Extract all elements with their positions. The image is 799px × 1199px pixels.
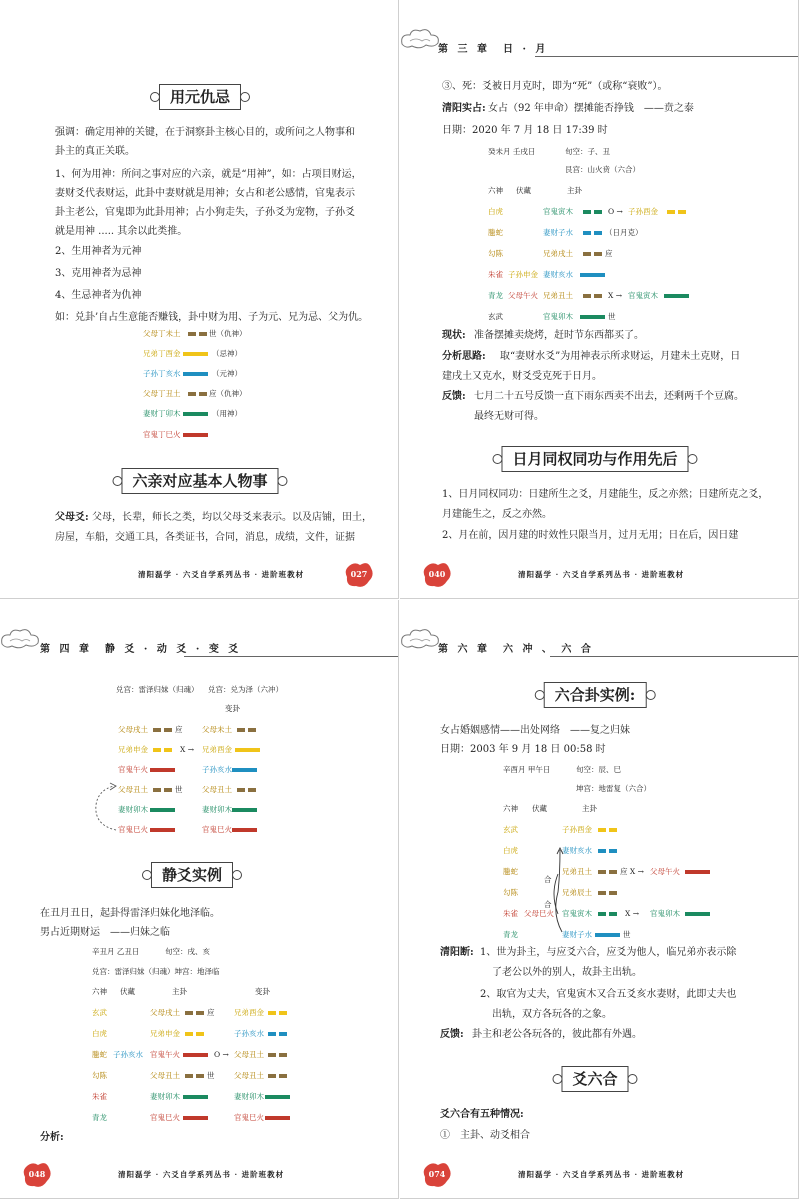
hdr-fucang: 伏藏 <box>516 186 531 195</box>
bian-yao-name: 官鬼巳火 <box>234 1113 264 1122</box>
yao-mark: （忌神） <box>212 349 242 358</box>
yao-bar-solid <box>232 828 257 832</box>
yao-bar-broken <box>164 728 172 732</box>
case-label: 清阳实占: <box>442 103 486 114</box>
yao-mark: O → <box>214 1050 229 1059</box>
liushen: 朱雀 <box>92 1092 107 1101</box>
liushen: 玄武 <box>488 312 503 321</box>
yao-mark: 应 <box>605 249 613 258</box>
bian-yao-name: 子孙酉金 <box>628 207 658 216</box>
fumu-line-1: 父母，长辈，师长之类，均以父母爻来表示。以及店铺，田土， <box>92 512 372 523</box>
gong: 坤宫：地雷复（六合） <box>576 784 651 793</box>
analysis-label: 分析思路: <box>442 351 486 362</box>
judgement-line-1: 1、世为卦主，与应爻六合，应爻为他人，临兄弟亦表示除 <box>480 947 737 958</box>
yao-name: 官鬼寅木 <box>562 909 592 918</box>
yao-bar-broken <box>583 294 591 298</box>
gong: 艮宫：山火贲（六合） <box>565 165 640 174</box>
yao-bar-broken <box>594 210 602 214</box>
yao-mark: 世 <box>175 785 183 794</box>
yao-name: 父母丑土 <box>118 785 148 794</box>
ganzhi: 辛酉月 甲午日 <box>503 765 551 774</box>
para-yongshen-3: 卦主老公，官鬼即为此卦用神；占小狗走失，子孙爻为宠物，子孙爻 <box>55 207 355 218</box>
footer-text: 清阳磊学 · 六爻自学系列丛书 · 进阶班教材 <box>518 1170 685 1179</box>
chapter-header <box>400 0 798 70</box>
yao-bar-broken <box>609 828 617 832</box>
yao-bar-broken <box>594 294 602 298</box>
yao-bar-broken <box>188 332 196 336</box>
fucang: 子孙亥水 <box>113 1050 143 1059</box>
liushen: 青龙 <box>92 1113 107 1122</box>
bian-yao-name: 兄弟酉金 <box>234 1008 264 1017</box>
riyue-line-3: 2、月在前，因月建的时效性只限当月，过月无用；日在后，因日建 <box>442 530 739 541</box>
yao-name: 父母丁丑土 <box>143 389 181 398</box>
liushen: 白虎 <box>488 207 503 216</box>
liushen: 白虎 <box>503 846 518 855</box>
yao-bar-solid <box>265 1116 290 1120</box>
bian-yao-name: 父母午火 <box>650 867 680 876</box>
bian-yao-name: 父母丑土 <box>202 785 232 794</box>
section-title-yong-yuan-chou-ji: 用元仇忌 <box>159 84 241 110</box>
yao-bar-broken <box>583 252 591 256</box>
bian-yao-name: 妻财卯木 <box>234 1092 264 1101</box>
page-number-seal <box>422 1161 452 1189</box>
yao-bar-solid <box>265 1095 290 1099</box>
liushen: 白虎 <box>92 1029 107 1038</box>
yao-bar-broken <box>583 210 591 214</box>
yao-name: 官鬼午火 <box>150 1050 180 1059</box>
page-number: 074 <box>428 1169 446 1179</box>
yao-bar-broken <box>598 828 606 832</box>
yao-name: 官鬼巳火 <box>150 1113 180 1122</box>
fucang: 子孙申金 <box>508 270 538 279</box>
bian-yao-name: 官鬼寅木 <box>628 291 658 300</box>
hdr-liushen: 六神 <box>488 186 503 195</box>
rule-choushen: 4、生忌神者为仇神 <box>55 290 142 301</box>
yao-bar-broken <box>196 1074 204 1078</box>
yao-bar-broken <box>279 1074 287 1078</box>
chapter-header <box>400 600 798 670</box>
yao-mark: （元神） <box>212 369 242 378</box>
yao-bar-solid <box>150 808 175 812</box>
yao-bar-solid <box>183 1053 208 1057</box>
para-emphasis-1: 强调：确定用神的关键，在于洞察卦主核心目的，或所问之人物事和 <box>55 127 355 138</box>
page-number-seal <box>22 1161 52 1189</box>
yao-bar-broken <box>598 912 606 916</box>
yao-bar-broken <box>237 728 245 732</box>
page-074 <box>400 600 799 1199</box>
yao-bar-broken <box>199 392 207 396</box>
yao-name: 妻财卯木 <box>118 805 148 814</box>
yao-mark: O → <box>608 207 623 216</box>
judgement-label: 清阳断: <box>440 947 474 958</box>
hdr-liushen: 六神 <box>503 804 518 813</box>
yao-bar-broken <box>598 870 606 874</box>
yao-bar-broken <box>268 1074 276 1078</box>
yao-name: 父母丁未土 <box>143 329 181 338</box>
yao-bar-broken <box>594 231 602 235</box>
yao-mark: 应 X → <box>620 867 644 876</box>
yao-bar-broken <box>237 788 245 792</box>
yao-name: 妻财亥水 <box>543 270 573 279</box>
yao-bar-broken <box>196 1011 204 1015</box>
page-048 <box>0 600 399 1199</box>
yao-bar-broken <box>248 728 256 732</box>
judgement-line-4: 出轨，双方各玩各的之象。 <box>492 1009 612 1020</box>
yao-bar-solid <box>232 808 257 812</box>
yao-bar-broken <box>153 748 161 752</box>
liuhe-subtitle: 爻六合有五种情况: <box>440 1109 524 1120</box>
xunkong: 旬空：戌、亥 <box>165 947 210 956</box>
analysis-line-1: 取“妻财水爻”为用神表示所求财运，月建未土克财，日 <box>500 351 741 362</box>
page-number-seal <box>344 561 374 589</box>
yao-name: 妻财子水 <box>562 930 592 939</box>
bian-yao-name: 父母未土 <box>202 725 232 734</box>
feedback-label: 反馈: <box>442 391 466 402</box>
jingyao-text-2: 男占近期财运 ——归妹之临 <box>40 927 170 938</box>
liushen: 玄武 <box>503 825 518 834</box>
yao-name: 官鬼寅木 <box>543 207 573 216</box>
yao-mark: 应（仇神） <box>209 389 247 398</box>
hdr-fucang: 伏藏 <box>120 987 135 996</box>
he-label: 合 <box>544 900 552 909</box>
analysis-label: 分析: <box>40 1132 64 1143</box>
chapter-header <box>0 600 398 670</box>
gong-left: 兑宫：雷泽归妹（归魂） <box>116 685 199 694</box>
yao-bar-broken <box>583 231 591 235</box>
page-027 <box>0 0 399 599</box>
curved-arrow-icon <box>92 780 122 836</box>
yao-bar-broken <box>199 332 207 336</box>
yao-name: 父母戌土 <box>118 725 148 734</box>
yao-name: 妻财亥水 <box>562 846 592 855</box>
yao-name: 妻财丁卯木 <box>143 409 181 418</box>
liushen: 朱雀 <box>488 270 503 279</box>
yao-bar-solid <box>580 273 605 277</box>
yao-name: 官鬼午火 <box>118 765 148 774</box>
liushen: 朱雀 <box>503 909 518 918</box>
header-rule <box>550 656 798 657</box>
rule-jishen: 3、克用神者为忌神 <box>55 268 142 279</box>
gong: 兑宫：雷泽归妹（归魂）坤宫：地泽临 <box>92 967 220 976</box>
yao-bar-broken <box>598 891 606 895</box>
para-emphasis-2: 卦主的真正关联。 <box>55 146 135 157</box>
yao-bar-broken <box>609 912 617 916</box>
footer-text: 清阳磊学 · 六爻自学系列丛书 · 进阶班教材 <box>518 570 685 579</box>
yao-bar-solid <box>232 768 257 772</box>
yao-mark: 应 <box>175 725 183 734</box>
yao-name: 官鬼巳火 <box>118 825 148 834</box>
liushen: 勾陈 <box>488 249 503 258</box>
yao-bar-solid <box>183 1095 208 1099</box>
fucang: 父母午火 <box>508 291 538 300</box>
yao-name: 兄弟辰土 <box>562 888 592 897</box>
yao-name: 父母丑土 <box>150 1071 180 1080</box>
yao-bar-broken <box>164 748 172 752</box>
case-text: 女占（92 年申命）摆摊能否挣钱 ——贲之泰 <box>488 103 694 114</box>
yao-bar-solid <box>183 412 208 416</box>
page-040 <box>400 0 799 599</box>
yao-mark: X → <box>625 909 640 918</box>
yao-bar-broken <box>279 1053 287 1057</box>
yao-bar-solid <box>235 748 260 752</box>
yao-bar-broken <box>609 891 617 895</box>
yao-name: 妻财卯木 <box>150 1092 180 1101</box>
cloud-ornament-icon <box>0 626 42 652</box>
xunkong: 旬空：子、丑 <box>565 147 610 156</box>
yao-mark: 世 <box>608 312 616 321</box>
riyue-line-2: 月建能生之，反之亦然。 <box>442 509 552 520</box>
yao-mark: X → <box>608 291 623 300</box>
yao-bar-solid <box>595 933 620 937</box>
yao-bar-broken <box>268 1053 276 1057</box>
liushen: 勾陈 <box>503 888 518 897</box>
death-line: ③、死：爻被日月克时，即为“死”（或称“衰败”）。 <box>442 81 668 92</box>
liushen: 青龙 <box>503 930 518 939</box>
judgement-line-3: 2、取官为丈夫，官鬼寅木又合五爻亥水妻财，此即丈夫也 <box>480 989 737 1000</box>
cloud-ornament-icon <box>400 626 442 652</box>
yao-bar-solid <box>685 912 710 916</box>
yao-bar-broken <box>594 252 602 256</box>
hdr-fucang: 伏藏 <box>532 804 547 813</box>
liushen: 螣蛇 <box>92 1050 107 1059</box>
yao-mark: 应 <box>207 1008 215 1017</box>
yao-bar-solid <box>183 433 208 437</box>
cloud-ornament-icon <box>400 26 442 52</box>
yao-name: 妻财子水 <box>543 228 573 237</box>
bian-header: 变卦 <box>225 704 240 713</box>
chapter-title: 第 四 章 静 爻 · 动 爻 · 变 爻 <box>40 644 242 655</box>
hdr-zhugua: 主卦 <box>172 987 187 996</box>
riyue-line-1: 1、日月同权同功：日建所生之爻，月建能生，反之亦然；日建所克之爻， <box>442 489 769 500</box>
yao-bar-broken <box>153 788 161 792</box>
yao-bar-broken <box>268 1011 276 1015</box>
header-rule <box>184 656 398 657</box>
section-title-riyue: 日月同权同功与作用先后 <box>501 446 688 472</box>
yao-name: 兄弟申金 <box>150 1029 180 1038</box>
chapter-title: 第 三 章 日 · 月 <box>438 44 549 55</box>
yao-name: 兄弟戌土 <box>543 249 573 258</box>
fucang: 父母巳火 <box>524 909 554 918</box>
bian-yao-name: 妻财卯木 <box>202 805 232 814</box>
liushen: 勾陈 <box>92 1071 107 1080</box>
page-number-seal <box>422 561 452 589</box>
para-yongshen-4: 就是用神 ..... 其余以此类推。 <box>55 226 188 237</box>
example-line: 如：兑卦’自占生意能否赚钱，卦中财为用、子为元、兄为忌、父为仇。 <box>55 312 369 323</box>
yao-bar-solid <box>685 870 710 874</box>
yao-mark: 世 <box>623 930 631 939</box>
bian-yao-name: 官鬼卯木 <box>650 909 680 918</box>
yao-name: 官鬼卯木 <box>543 312 573 321</box>
para-yongshen-1: 1、何为用神：所问之事对应的六亲，就是“用神”，如：占项目财运， <box>55 169 362 180</box>
yao-mark: 世（仇神） <box>209 329 247 338</box>
fumu-label: 父母爻: <box>55 512 89 523</box>
section-title-jingyao: 静爻实例 <box>151 862 233 888</box>
yao-bar-broken <box>279 1032 287 1036</box>
gong-right: 兑宫：兑为泽（六冲） <box>208 685 283 694</box>
yao-bar-broken <box>609 870 617 874</box>
yao-name: 官鬼丁巳火 <box>143 430 181 439</box>
case-text: 女占婚姻感情——出处网络 ——复之归妹 <box>440 725 630 736</box>
bian-yao-name: 父母丑土 <box>234 1050 264 1059</box>
yao-bar-solid <box>664 294 689 298</box>
case-date: 日期：2003 年 9 月 18 日 00:58 时 <box>440 744 606 755</box>
yao-mark: （用神） <box>212 409 242 418</box>
bian-yao-name: 子孙亥水 <box>234 1029 264 1038</box>
liushen: 螣蛇 <box>503 867 518 876</box>
page-number: 048 <box>28 1169 46 1179</box>
liushen: 青龙 <box>488 291 503 300</box>
hdr-liushen: 六神 <box>92 987 107 996</box>
yao-bar-broken <box>153 728 161 732</box>
feedback-text: 卦主和老公各玩各的，彼此都有外遇。 <box>472 1029 642 1040</box>
feedback-line-1: 七月二十五号反馈一直下雨东西卖不出去，还剩两千个豆腐。 <box>474 391 744 402</box>
analysis-line-2: 建戌土又克水，财爻受克死于日月。 <box>442 371 602 382</box>
yao-bar-broken <box>248 788 256 792</box>
yao-bar-broken <box>268 1032 276 1036</box>
bian-yao-name: 子孙亥水 <box>202 765 232 774</box>
page-number: 040 <box>428 569 446 579</box>
yao-name: 兄弟丑土 <box>543 291 573 300</box>
he-connector-arrows-icon <box>546 844 568 940</box>
section-title-liuqin: 六亲对应基本人物事 <box>121 468 278 494</box>
yao-name: 兄弟丁酉金 <box>143 349 181 358</box>
chapter-title: 第 六 章 六 冲 、 六 合 <box>438 644 594 655</box>
yao-mark: 世 <box>207 1071 215 1080</box>
yao-bar-solid <box>183 372 208 376</box>
feedback-line-2: 最终无财可得。 <box>474 411 544 422</box>
status-text: 准备摆摊卖烧烤，赶时节东西都买了。 <box>474 330 644 341</box>
bian-yao-name: 父母丑土 <box>234 1071 264 1080</box>
fumu-line-2: 房屋，车船，交通工具，各类证书，合同，消息，成绩，文件，证据 <box>55 532 355 543</box>
yao-bar-solid <box>183 1116 208 1120</box>
feedback-label: 反馈: <box>440 1029 464 1040</box>
liushen: 玄武 <box>92 1008 107 1017</box>
xunkong: 旬空：辰、巳 <box>576 765 621 774</box>
header-rule <box>535 56 798 57</box>
yao-bar-broken <box>279 1011 287 1015</box>
page-number: 027 <box>350 569 368 579</box>
yao-mark: X → <box>180 745 195 754</box>
footer-text: 清阳磊学 · 六爻自学系列丛书 · 进阶班教材 <box>118 1170 285 1179</box>
case-date: 日期：2020 年 7 月 18 日 17:39 时 <box>442 125 608 136</box>
hdr-zhugua: 主卦 <box>582 804 597 813</box>
status-label: 现状: <box>442 330 466 341</box>
yao-name: 子孙丁亥水 <box>143 369 181 378</box>
yao-bar-broken <box>185 1074 193 1078</box>
yao-bar-solid <box>150 768 175 772</box>
ganzhi: 辛丑月 乙丑日 <box>92 947 140 956</box>
rule-yuanshen: 2、生用神者为元神 <box>55 246 142 257</box>
yao-bar-solid <box>183 352 208 356</box>
liushen: 螣蛇 <box>488 228 503 237</box>
he-label: 合 <box>544 875 552 884</box>
jingyao-text-1: 在丑月丑日，起卦得雷泽归妹化地泽临。 <box>40 908 220 919</box>
bian-yao-name: 官鬼巳火 <box>202 825 232 834</box>
yao-bar-broken <box>164 788 172 792</box>
yao-name: 兄弟申金 <box>118 745 148 754</box>
footer-text: 清阳磊学 · 六爻自学系列丛书 · 进阶班教材 <box>138 570 305 579</box>
section-title-yao-liuhe: 爻六合 <box>561 1066 628 1092</box>
yao-bar-broken <box>609 849 617 853</box>
ganzhi: 癸未月 壬戌日 <box>488 147 536 156</box>
yao-bar-broken <box>667 210 675 214</box>
yao-name: 兄弟丑土 <box>562 867 592 876</box>
yao-mark: （日月克） <box>605 228 643 237</box>
yao-bar-broken <box>185 1032 193 1036</box>
yao-bar-broken <box>678 210 686 214</box>
liuhe-item-1: ① 主卦、动爻相合 <box>440 1130 530 1141</box>
section-title-liuhe-example: 六合卦实例: <box>544 682 647 708</box>
judgement-line-2: 了老公以外的别人，故卦主出轨。 <box>492 967 642 978</box>
yao-bar-broken <box>188 392 196 396</box>
yao-bar-broken <box>196 1032 204 1036</box>
yao-bar-solid <box>150 828 175 832</box>
para-yongshen-2: 妻财爻代表财运，此卦中妻财就是用神；女占和老公感情，官鬼表示 <box>55 188 355 199</box>
yao-bar-broken <box>185 1011 193 1015</box>
bian-yao-name: 兄弟酉金 <box>202 745 232 754</box>
yao-bar-solid <box>580 315 605 319</box>
hdr-zhugua: 主卦 <box>567 186 582 195</box>
yao-bar-broken <box>598 849 606 853</box>
yao-name: 父母戌土 <box>150 1008 180 1017</box>
hdr-biangua: 变卦 <box>255 987 270 996</box>
yao-name: 子孙酉金 <box>562 825 592 834</box>
